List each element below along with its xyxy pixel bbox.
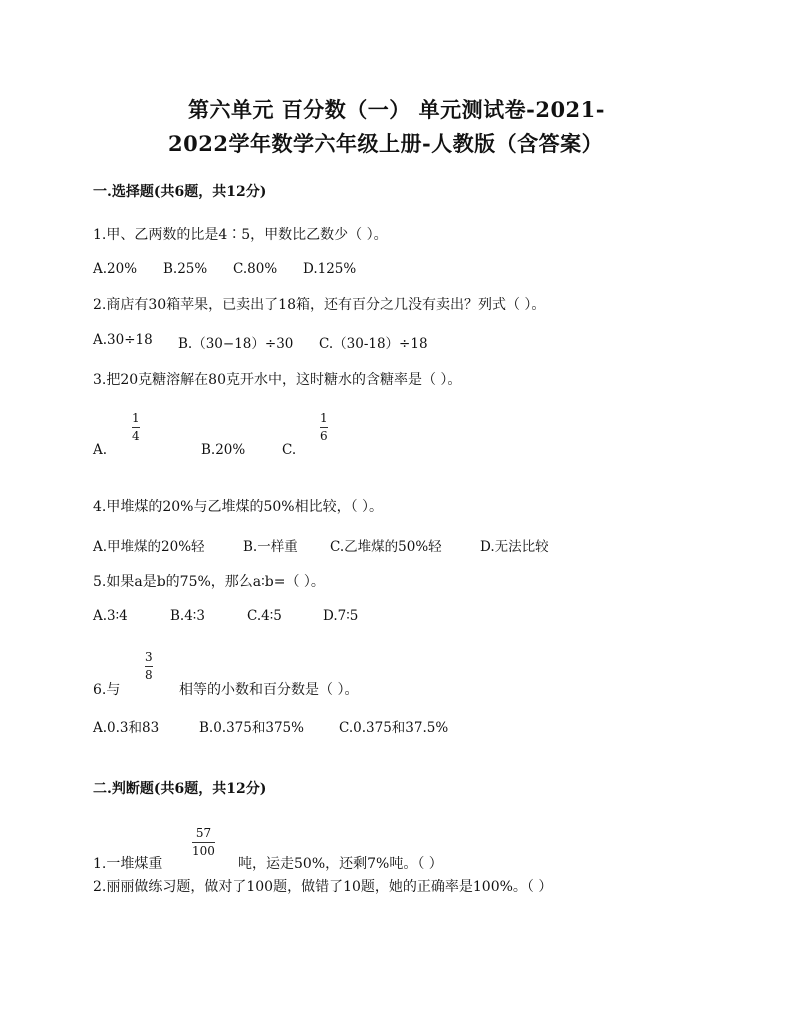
judgment-1-fraction (192, 827, 215, 858)
q6-option-a: A.0.3和83 (93, 720, 160, 736)
fraction-bar (145, 666, 153, 667)
question-6-prefix: 6.与 (93, 682, 121, 698)
q3-option-a-label: A. (93, 442, 108, 458)
fraction-bar (132, 427, 140, 428)
section-heading-judgment: 二.判断题(共6题，共12分) (93, 781, 267, 797)
fraction-bar (320, 427, 328, 428)
q4-option-b: B.一样重 (243, 539, 298, 555)
fraction-numerator: 1 (132, 411, 140, 425)
question-1-text: 1.甲、乙两数的比是4∶5，甲数比乙数少（ ）。 (93, 227, 388, 243)
question-3-text: 3.把20克糖溶解在80克开水中，这时糖水的含糖率是（ ）。 (93, 372, 462, 388)
q6-option-c: C.0.375和37.5% (339, 720, 449, 736)
q3-option-b: B.20% (201, 442, 246, 458)
q3-option-a-fraction (132, 412, 140, 443)
fraction-numerator: 3 (145, 650, 153, 664)
q5-option-d: D.7∶5 (323, 608, 359, 624)
q4-option-a: A.甲堆煤的20%轻 (93, 539, 205, 555)
question-2-text: 2.商店有30箱苹果，已卖出了18箱，还有百分之几没有卖出？列式（ ）。 (93, 297, 546, 313)
fraction-numerator: 57 (195, 826, 212, 840)
question-6-suffix: 相等的小数和百分数是（ ）。 (179, 682, 359, 698)
q2-option-b: B.（30−18）÷30 (178, 336, 294, 352)
q5-option-c: C.4∶5 (247, 608, 282, 624)
fraction-denominator: 100 (192, 844, 215, 858)
q3-option-c-fraction (320, 412, 328, 443)
question-4-text: 4.甲堆煤的20%与乙堆煤的50%相比较，（ ）。 (93, 499, 384, 515)
fraction-denominator: 8 (145, 668, 153, 682)
judgment-1-prefix: 1.一堆煤重 (93, 856, 163, 872)
judgment-2-text: 2.丽丽做练习题，做对了100题，做错了10题，她的正确率是100%。（ ） (93, 879, 553, 895)
section-heading-choice: 一.选择题(共6题，共12分) (93, 184, 267, 200)
question-5-text: 5.如果a是b的75%，那么a∶b=（ ）。 (93, 574, 325, 590)
q6-option-b: B.0.375和375% (199, 720, 304, 736)
q2-option-a: A.30÷18 (93, 332, 153, 348)
q1-option-c: C.80% (233, 261, 278, 277)
q6-fraction (145, 651, 153, 682)
q5-option-a: A.3∶4 (93, 608, 128, 624)
doc-title-line2: 2022学年数学六年级上册-人教版（含答案） (168, 131, 604, 156)
q1-option-d: D.125% (303, 261, 357, 277)
fraction-denominator: 6 (320, 429, 328, 443)
q5-option-b: B.4∶3 (170, 608, 205, 624)
q1-option-b: B.25% (163, 261, 208, 277)
judgment-1-suffix: 吨，运走50%，还剩7%吨。（ ） (238, 856, 443, 872)
fraction-numerator: 1 (320, 411, 328, 425)
doc-title-line1: 第六单元 百分数（一） 单元测试卷-2021- (188, 97, 605, 122)
fraction-bar (192, 842, 215, 843)
fraction-denominator: 4 (132, 429, 140, 443)
q4-option-c: C.乙堆煤的50%轻 (330, 539, 442, 555)
q3-option-c-label: C. (282, 442, 297, 458)
q4-option-d: D.无法比较 (480, 539, 549, 555)
q1-option-a: A.20% (93, 261, 138, 277)
q2-option-c: C.（30-18）÷18 (319, 336, 428, 352)
